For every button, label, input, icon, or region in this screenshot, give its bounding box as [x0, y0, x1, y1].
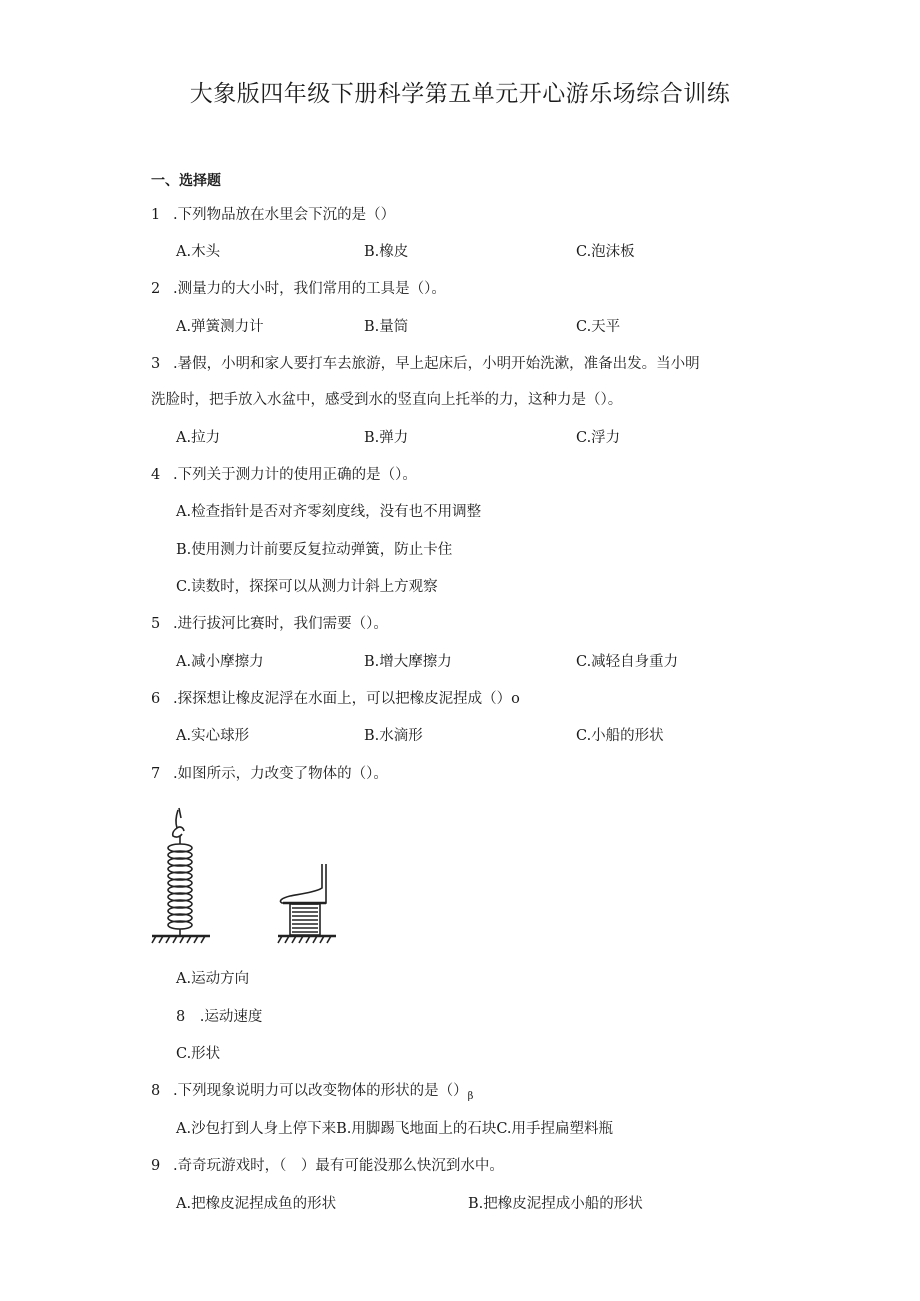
option-a: A.运动方向: [176, 971, 250, 987]
option-a: A.减小摩擦力: [176, 654, 264, 670]
question-text-line1: .暑假，小明和家人要打车去旅游，早上起床后，小明开始洗漱，准备出发。当小明: [173, 356, 700, 372]
option-c: C.减轻自身重力: [576, 654, 679, 670]
option-a: A.木头: [176, 244, 221, 260]
question-8: [151, 1079, 473, 1102]
question-number: 2: [151, 281, 161, 297]
question-9: [151, 1154, 504, 1175]
options-line: A.沙包打到人身上停下来B.用脚踢飞地面上的石块C.用手捏扁塑料瓶: [176, 1121, 614, 1137]
option-a: A.把橡皮泥捏成鱼的形状: [176, 1196, 337, 1212]
option-b: B.增大摩擦力: [364, 654, 452, 670]
question-suffix: β: [467, 1090, 474, 1102]
option-b: B.水滴形: [364, 728, 423, 744]
page-title: 大象版四年级下册科学第五单元开心游乐场综合训练: [189, 81, 731, 107]
option-c: C.天平: [576, 319, 621, 335]
question-2: [151, 277, 446, 298]
option-b: B.弹力: [364, 430, 409, 446]
question-text: .下列现象说明力可以改变物体的形状的是（）: [173, 1083, 468, 1099]
question-7: [151, 762, 388, 783]
option-b: B.使用测力计前要反复拉动弹簧，防止卡住: [176, 542, 453, 558]
question-number: 9: [151, 1158, 161, 1174]
option-c: C.泡沫板: [576, 244, 635, 260]
question-3-line2: 洗脸时，把手放入水盆中，感受到水的竖直向上托举的力，这种力是（）。: [151, 392, 623, 408]
question-text: .下列关于测力计的使用正确的是（）。: [173, 467, 417, 483]
option-c: C.小船的形状: [576, 728, 664, 744]
question-number: 1: [151, 207, 161, 223]
question-6: [151, 687, 520, 708]
question-text: .进行拔河比赛时，我们需要（）。: [173, 616, 388, 632]
option-a: A.检查指针是否对齐零刻度线，没有也不用调整: [176, 504, 482, 520]
question-5: [151, 612, 388, 633]
question-number: 8: [151, 1083, 161, 1099]
question-4: [151, 463, 417, 484]
section-heading: 一、选择题: [151, 173, 221, 189]
hand-pulling-spring: [168, 808, 192, 935]
question-text: .如图所示，力改变了物体的（）。: [173, 766, 388, 782]
question-number: 4: [151, 467, 161, 483]
option-c: C.读数时，探探可以从测力计斜上方观察: [176, 579, 438, 595]
question-1: [151, 203, 395, 224]
question-text: .下列物品放在水里会下沉的是（）: [173, 207, 396, 223]
question-text: .奇奇玩游戏时，（ ）最有可能没那么快沉到水中。: [173, 1158, 504, 1174]
foot-pressing-spring: [280, 864, 326, 935]
question-number: 5: [151, 616, 161, 632]
question-text: .探探想让橡皮泥浮在水面上，可以把橡皮泥捏成（）o: [173, 691, 520, 707]
question-number: 7: [151, 766, 161, 782]
option-b: 8 .运动速度: [176, 1009, 263, 1025]
option-c: C.浮力: [576, 430, 621, 446]
option-c: C.形状: [176, 1046, 221, 1062]
option-b: B.把橡皮泥捏成小船的形状: [468, 1196, 643, 1212]
option-a: A.实心球形: [176, 728, 250, 744]
option-b: B.量筒: [364, 319, 409, 335]
question-number: 3: [151, 356, 161, 372]
question-3: [151, 352, 700, 373]
option-a: A.弹簧测力计: [176, 319, 264, 335]
option-b: B.橡皮: [364, 244, 409, 260]
ground-right: [278, 936, 336, 943]
spring-figure: [150, 802, 345, 950]
ground-left: [152, 936, 210, 943]
option-a: A.拉力: [176, 430, 221, 446]
question-number: 6: [151, 691, 161, 707]
question-text: .测量力的大小时，我们常用的工具是（）。: [173, 281, 446, 297]
